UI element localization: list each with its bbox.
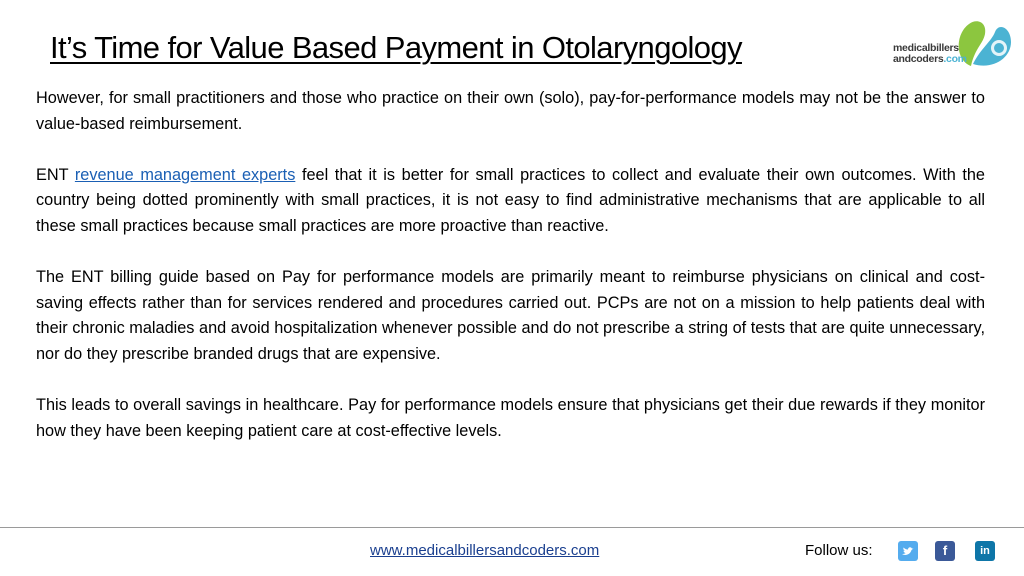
facebook-icon[interactable]: f bbox=[935, 541, 955, 561]
footer-website-link[interactable]: www.medicalbillersandcoders.com bbox=[370, 542, 600, 559]
paragraph-1: However, for small practitioners and those who practice on their own (solo), pay-for-performance models may not be the answer to value-based reimbursement. bbox=[36, 89, 985, 133]
revenue-management-link[interactable]: revenue management experts bbox=[74, 165, 296, 184]
logo-line-2 bbox=[893, 54, 967, 65]
logo-line-1: medicalbillers bbox=[893, 42, 959, 54]
paragraph-2 bbox=[36, 163, 985, 240]
paragraph-2-text: feel that it is better for small practices to collect and evaluate their own outcomes. With the country being dotted prominently with small practices, it is not easy to find administrative mechanisms that are applicable to all these small practices because small practices are more proactive than reactive. bbox=[36, 165, 985, 235]
logo-wordmark bbox=[893, 43, 967, 65]
logo-line-2-suffix: .com bbox=[943, 53, 967, 65]
paragraph-2-prefix: ENT bbox=[36, 165, 75, 184]
paragraph-3: The ENT billing guide based on Pay for performance models are primarily meant to reimburse physicians on clinical and cost-saving effects rather than for services rendered and procedures carried out. PCPs are not on a mission to help patients deal with their chronic maladies and avoid hospitalization whenever possible and do not prescribe a string of tests that are quite unnecessary, nor do they prescribe branded drugs that are expensive. bbox=[36, 268, 985, 363]
company-logo[interactable] bbox=[893, 14, 1013, 72]
follow-us-label: Follow us: bbox=[805, 542, 873, 559]
linkedin-icon[interactable]: in bbox=[975, 541, 995, 561]
slide-body bbox=[36, 86, 985, 470]
twitter-icon[interactable] bbox=[898, 541, 918, 561]
footer-divider bbox=[0, 527, 1024, 528]
page-title: It’s Time for Value Based Payment in Otolaryngology bbox=[50, 30, 742, 65]
paragraph-4: This leads to overall savings in healthcare. Pay for performance models ensure that physicians get their due rewards if they monitor how they have been keeping patient care at cost-effective levels. bbox=[36, 396, 985, 440]
logo-line-2-main: andcoders bbox=[893, 53, 944, 65]
